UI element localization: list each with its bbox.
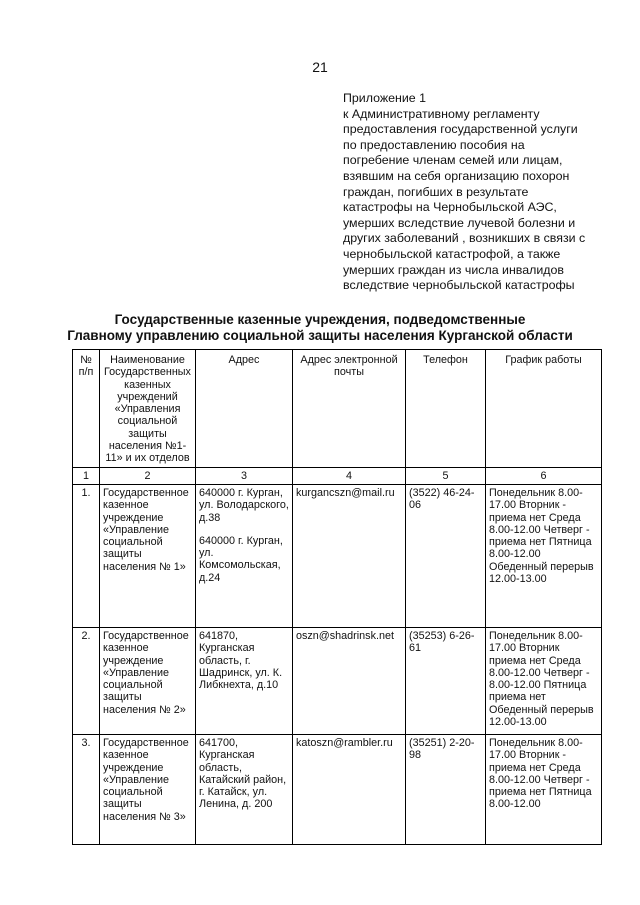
col-number: 4 (293, 467, 406, 484)
appendix-line: по предоставлению пособия на (343, 137, 525, 152)
header-schedule: График работы (486, 350, 602, 468)
row-address: 641700, Курганская область, Катайский район, г. Катайск, ул. Ленина, д. 200 (196, 734, 293, 844)
appendix-line: взявшим на себя организацию похорон (343, 168, 570, 183)
institutions-table (72, 349, 602, 845)
appendix-line: граждан, погибших в результате (343, 184, 529, 199)
address-primary: 640000 г. Курган, ул. Володарского, д.38 (199, 486, 289, 524)
row-schedule: Понедельник 8.00-17.00 Вторник - приема нет Среда 8.00-12.00 Четверг - приема нет Пятница 8.00-12.00 Обеденный перерыв 12.00-13.00 (486, 484, 602, 627)
heading-line-2: Главному управлению социальной защиты населения Курганской области (67, 328, 573, 343)
appendix-title: Приложение 1 (343, 91, 427, 105)
header-address: Адрес (196, 350, 293, 468)
appendix-line: к Административному регламенту (343, 106, 540, 121)
table-row (73, 627, 602, 734)
col-number: 2 (100, 467, 196, 484)
header-phone: Телефон (406, 350, 486, 468)
table-row (73, 484, 602, 627)
row-name: Государственное казенное учреждение «Управление социальной защиты населения № 2» (100, 627, 196, 734)
appendix-line: предоставления государственной услуги (343, 122, 578, 137)
row-name: Государственное казенное учреждение «Управление социальной защиты населения № 3» (100, 734, 196, 844)
appendix-line: умерших вследствие лучевой болезни и (343, 215, 576, 230)
col-number: 6 (486, 467, 602, 484)
header-num: № п/п (73, 350, 100, 468)
appendix-line: погребение членам семей или лицам, (343, 153, 563, 168)
column-number-row (73, 467, 602, 484)
col-number: 1 (73, 467, 100, 484)
row-address (196, 484, 293, 627)
table-header-row (73, 350, 602, 468)
row-num: 2. (73, 627, 100, 734)
row-schedule: Понедельник 8.00-17.00 Вторник приема нет Среда 8.00-12.00 Четверг - 8.00-12.00 Пятница приема нет Обеденный перерыв 12.00-13.00 (486, 627, 602, 734)
row-email: katoszn@rambler.ru (293, 734, 406, 844)
heading-line-1: Государственные казенные учреждения, подведомственные (114, 312, 526, 327)
table-row (73, 734, 602, 844)
appendix-line: других заболеваний , возникших в связи с (343, 231, 586, 246)
header-name: Наименование Государственных казенных учреждений «Управления социальной защиты населения №1-11» и их отделов (100, 350, 196, 468)
row-phone: (35253) 6-26-61 (406, 627, 486, 734)
row-address: 641870, Курганская область, г. Шадринск, ул. К. Либкнехта, д.10 (196, 627, 293, 734)
row-email: oszn@shadrinsk.net (293, 627, 406, 734)
header-email: Адрес электронной почты (293, 350, 406, 468)
col-number: 3 (196, 467, 293, 484)
row-phone: (35251) 2-20-98 (406, 734, 486, 844)
address-secondary: 640000 г. Курган, ул. Комсомольская, д.24 (199, 534, 283, 584)
row-num: 3. (73, 734, 100, 844)
row-phone: (3522) 46-24-06 (406, 484, 486, 627)
col-number: 5 (406, 467, 486, 484)
appendix-line: катастрофы на Чернобыльской АЭС, (343, 200, 557, 215)
row-schedule: Понедельник 8.00-17.00 Вторник - приема нет Среда 8.00-12.00 Четверг - приема нет Пятница 8.00-12.00 (486, 734, 602, 844)
row-name: Государственное казенное учреждение «Управление социальной защиты населения № 1» (100, 484, 196, 627)
row-email: kurgancszn@mail.ru (293, 484, 406, 627)
appendix-block (343, 91, 608, 294)
row-num: 1. (73, 484, 100, 627)
document-heading (0, 312, 640, 344)
appendix-line: вследствие чернобыльской катастрофы (343, 278, 575, 293)
page-number: 21 (312, 59, 328, 75)
appendix-line: умерших граждан из числа инвалидов (343, 262, 564, 277)
appendix-line: чернобыльской катастрофой, а также (343, 246, 561, 261)
